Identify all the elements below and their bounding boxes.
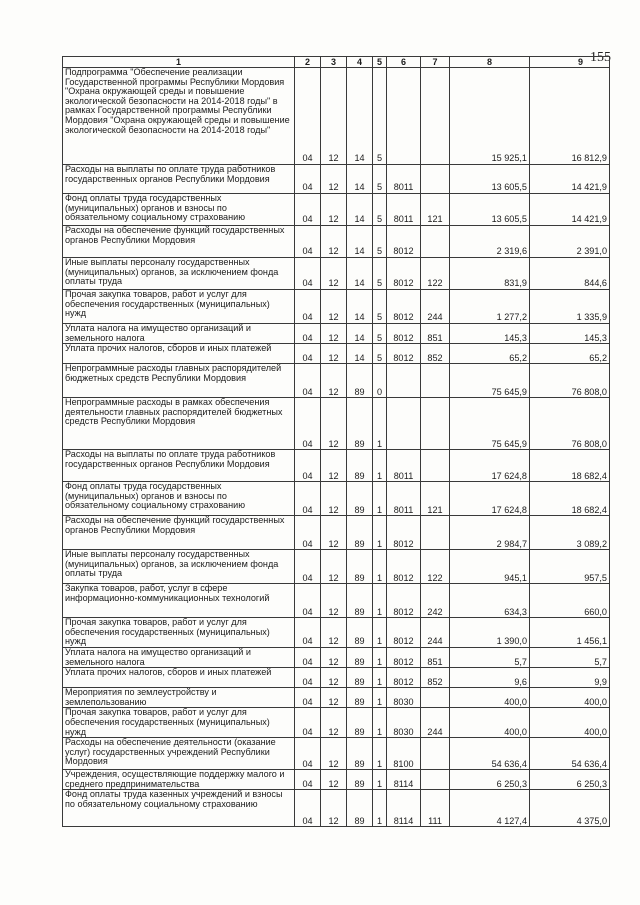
- cell-target-code: 8012: [387, 516, 421, 550]
- table-row: [63, 790, 610, 827]
- cell-subprogram: 1: [373, 668, 387, 688]
- cell-subsection: 12: [321, 550, 347, 584]
- cell-subprogram: 5: [373, 68, 387, 165]
- table-row: [63, 770, 610, 790]
- cell-expense-type: [421, 516, 450, 550]
- table-row: [63, 450, 610, 482]
- cell-amount-year2: 76 808,0: [530, 364, 610, 398]
- cell-expense-type: 851: [421, 324, 450, 344]
- cell-subprogram: 5: [373, 165, 387, 194]
- cell-program: 14: [347, 258, 373, 290]
- cell-amount-year1: 9,6: [450, 668, 530, 688]
- cell-subprogram: 1: [373, 516, 387, 550]
- cell-amount-year1: 5,7: [450, 647, 530, 667]
- cell-expense-type: 244: [421, 618, 450, 648]
- cell-section: 04: [295, 68, 321, 165]
- cell-name: Непрограммные расходы в рамках обеспечения деятельности главных распорядителей бюджетных средств Республики Мордовия: [63, 398, 295, 450]
- table-row: [63, 550, 610, 584]
- cell-amount-year1: 2 984,7: [450, 516, 530, 550]
- cell-subprogram: 5: [373, 194, 387, 226]
- cell-amount-year2: 14 421,9: [530, 194, 610, 226]
- table-row: [63, 647, 610, 667]
- cell-subprogram: 1: [373, 790, 387, 827]
- cell-amount-year2: 844,6: [530, 258, 610, 290]
- cell-target-code: 8011: [387, 165, 421, 194]
- cell-amount-year1: 17 624,8: [450, 482, 530, 516]
- cell-amount-year1: 65,2: [450, 344, 530, 364]
- cell-expense-type: 121: [421, 194, 450, 226]
- cell-section: 04: [295, 618, 321, 648]
- cell-section: 04: [295, 398, 321, 450]
- cell-subsection: 12: [321, 364, 347, 398]
- cell-amount-year1: 6 250,3: [450, 770, 530, 790]
- cell-subsection: 12: [321, 790, 347, 827]
- cell-name: Расходы на обеспечение функций государственных органов Республики Мордовия: [63, 516, 295, 550]
- cell-program: 14: [347, 290, 373, 324]
- cell-subprogram: 5: [373, 324, 387, 344]
- cell-subprogram: 1: [373, 770, 387, 790]
- cell-target-code: 8011: [387, 450, 421, 482]
- budget-table: [62, 56, 610, 827]
- cell-subprogram: 5: [373, 226, 387, 258]
- cell-amount-year1: 75 645,9: [450, 398, 530, 450]
- cell-section: 04: [295, 194, 321, 226]
- column-header: 2: [295, 57, 321, 68]
- cell-subprogram: 1: [373, 708, 387, 738]
- cell-subsection: 12: [321, 344, 347, 364]
- cell-expense-type: [421, 450, 450, 482]
- cell-subprogram: 1: [373, 738, 387, 770]
- cell-amount-year2: 76 808,0: [530, 398, 610, 450]
- cell-name: Непрограммные расходы главных распорядителей бюджетных средств Республики Мордовия: [63, 364, 295, 398]
- cell-target-code: 8011: [387, 194, 421, 226]
- cell-amount-year1: 54 636,4: [450, 738, 530, 770]
- cell-subsection: 12: [321, 226, 347, 258]
- cell-section: 04: [295, 738, 321, 770]
- cell-amount-year2: 9,9: [530, 668, 610, 688]
- cell-amount-year1: 634,3: [450, 584, 530, 618]
- cell-amount-year2: 1 335,9: [530, 290, 610, 324]
- cell-amount-year2: 3 089,2: [530, 516, 610, 550]
- cell-name: Уплата прочих налогов, сборов и иных платежей: [63, 668, 295, 688]
- cell-amount-year2: 5,7: [530, 647, 610, 667]
- cell-expense-type: 852: [421, 668, 450, 688]
- cell-section: 04: [295, 344, 321, 364]
- cell-amount-year2: 145,3: [530, 324, 610, 344]
- cell-program: 14: [347, 344, 373, 364]
- cell-expense-type: 122: [421, 550, 450, 584]
- column-header: 9: [530, 57, 610, 68]
- table-row: [63, 165, 610, 194]
- cell-target-code: 8100: [387, 738, 421, 770]
- cell-amount-year2: 957,5: [530, 550, 610, 584]
- cell-name: Иные выплаты персоналу государственных (муниципальных) органов, за исключением фонда оплаты труда: [63, 550, 295, 584]
- cell-subsection: 12: [321, 708, 347, 738]
- column-header: 5: [373, 57, 387, 68]
- cell-program: 14: [347, 165, 373, 194]
- cell-program: 89: [347, 647, 373, 667]
- cell-section: 04: [295, 258, 321, 290]
- cell-amount-year1: 400,0: [450, 688, 530, 708]
- cell-subsection: 12: [321, 290, 347, 324]
- cell-program: 89: [347, 688, 373, 708]
- cell-program: 14: [347, 68, 373, 165]
- cell-name: Уплата налога на имущество организаций и земельного налога: [63, 647, 295, 667]
- cell-subsection: 12: [321, 398, 347, 450]
- cell-program: 89: [347, 398, 373, 450]
- cell-program: 89: [347, 770, 373, 790]
- cell-amount-year2: 4 375,0: [530, 790, 610, 827]
- cell-name: Фонд оплаты труда государственных (муниципальных) органов и взносы по обязательному социальному страхованию: [63, 482, 295, 516]
- cell-subsection: 12: [321, 688, 347, 708]
- cell-program: 89: [347, 516, 373, 550]
- cell-section: 04: [295, 584, 321, 618]
- cell-amount-year2: 400,0: [530, 708, 610, 738]
- cell-expense-type: [421, 226, 450, 258]
- cell-program: 89: [347, 450, 373, 482]
- cell-program: 89: [347, 708, 373, 738]
- cell-expense-type: 121: [421, 482, 450, 516]
- cell-amount-year1: 4 127,4: [450, 790, 530, 827]
- cell-target-code: 8012: [387, 668, 421, 688]
- cell-section: 04: [295, 770, 321, 790]
- cell-name: Расходы на выплаты по оплате труда работников государственных органов Республики Мордовия: [63, 165, 295, 194]
- table-row: [63, 344, 610, 364]
- cell-amount-year2: 16 812,9: [530, 68, 610, 165]
- cell-amount-year1: 945,1: [450, 550, 530, 584]
- cell-section: 04: [295, 688, 321, 708]
- cell-subsection: 12: [321, 738, 347, 770]
- cell-subprogram: 5: [373, 258, 387, 290]
- cell-target-code: [387, 364, 421, 398]
- cell-expense-type: [421, 364, 450, 398]
- cell-expense-type: [421, 165, 450, 194]
- table-row: [63, 618, 610, 648]
- cell-expense-type: 111: [421, 790, 450, 827]
- cell-program: 14: [347, 194, 373, 226]
- cell-target-code: 8011: [387, 482, 421, 516]
- cell-subprogram: 1: [373, 688, 387, 708]
- cell-subprogram: 5: [373, 344, 387, 364]
- cell-amount-year2: 18 682,4: [530, 482, 610, 516]
- cell-name: Расходы на выплаты по оплате труда работников государственных органов Республики Мордовия: [63, 450, 295, 482]
- cell-program: 89: [347, 618, 373, 648]
- page-number: 155: [590, 50, 611, 65]
- table-body: [63, 68, 610, 827]
- cell-target-code: 8012: [387, 324, 421, 344]
- table-row: [63, 688, 610, 708]
- cell-subsection: 12: [321, 258, 347, 290]
- cell-amount-year1: 1 277,2: [450, 290, 530, 324]
- column-header: 7: [421, 57, 450, 68]
- cell-name: Учреждения, осуществляющие поддержку малого и среднего предпринимательства: [63, 770, 295, 790]
- cell-program: 14: [347, 226, 373, 258]
- cell-section: 04: [295, 482, 321, 516]
- table-row: [63, 226, 610, 258]
- cell-target-code: 8030: [387, 708, 421, 738]
- cell-program: 89: [347, 738, 373, 770]
- column-header: 3: [321, 57, 347, 68]
- cell-program: 89: [347, 790, 373, 827]
- cell-program: 89: [347, 364, 373, 398]
- cell-target-code: 8012: [387, 584, 421, 618]
- cell-subsection: 12: [321, 68, 347, 165]
- cell-section: 04: [295, 647, 321, 667]
- column-header: 1: [63, 57, 295, 68]
- cell-subsection: 12: [321, 324, 347, 344]
- cell-section: 04: [295, 226, 321, 258]
- column-header: 4: [347, 57, 373, 68]
- table-row: [63, 668, 610, 688]
- table-row: [63, 364, 610, 398]
- cell-subprogram: 1: [373, 550, 387, 584]
- cell-section: 04: [295, 550, 321, 584]
- cell-amount-year2: 1 456,1: [530, 618, 610, 648]
- cell-subprogram: 0: [373, 364, 387, 398]
- cell-section: 04: [295, 290, 321, 324]
- table-row: [63, 482, 610, 516]
- cell-target-code: [387, 68, 421, 165]
- cell-amount-year1: 2 319,6: [450, 226, 530, 258]
- cell-subprogram: 5: [373, 290, 387, 324]
- cell-target-code: 8012: [387, 226, 421, 258]
- cell-name: Мероприятия по землеустройству и землепользованию: [63, 688, 295, 708]
- cell-target-code: [387, 398, 421, 450]
- cell-subprogram: 1: [373, 618, 387, 648]
- cell-target-code: 8012: [387, 550, 421, 584]
- cell-amount-year1: 831,9: [450, 258, 530, 290]
- cell-expense-type: 244: [421, 290, 450, 324]
- cell-amount-year2: 660,0: [530, 584, 610, 618]
- table-row: [63, 194, 610, 226]
- cell-name: Прочая закупка товаров, работ и услуг для обеспечения государственных (муниципальных) нужд: [63, 708, 295, 738]
- cell-program: 89: [347, 584, 373, 618]
- cell-program: 89: [347, 668, 373, 688]
- cell-subsection: 12: [321, 165, 347, 194]
- cell-subprogram: 1: [373, 450, 387, 482]
- cell-target-code: 8012: [387, 344, 421, 364]
- cell-subsection: 12: [321, 668, 347, 688]
- cell-expense-type: [421, 398, 450, 450]
- cell-name: Фонд оплаты труда казенных учреждений и взносы по обязательному социальному страхованию: [63, 790, 295, 827]
- cell-section: 04: [295, 450, 321, 482]
- cell-name: Иные выплаты персоналу государственных (муниципальных) органов, за исключением фонда оплаты труда: [63, 258, 295, 290]
- cell-target-code: 8012: [387, 618, 421, 648]
- cell-name: Расходы на обеспечение деятельности (оказание услуг) государственных учреждений Республики Мордовия: [63, 738, 295, 770]
- table-row: [63, 324, 610, 344]
- cell-expense-type: [421, 770, 450, 790]
- cell-subprogram: 1: [373, 584, 387, 618]
- cell-subsection: 12: [321, 482, 347, 516]
- column-header: 8: [450, 57, 530, 68]
- cell-amount-year2: 65,2: [530, 344, 610, 364]
- cell-program: 14: [347, 324, 373, 344]
- cell-subprogram: 1: [373, 398, 387, 450]
- cell-section: 04: [295, 324, 321, 344]
- cell-subprogram: 1: [373, 647, 387, 667]
- cell-amount-year2: 6 250,3: [530, 770, 610, 790]
- cell-program: 89: [347, 482, 373, 516]
- cell-subprogram: 1: [373, 482, 387, 516]
- cell-section: 04: [295, 790, 321, 827]
- cell-section: 04: [295, 708, 321, 738]
- cell-section: 04: [295, 668, 321, 688]
- cell-amount-year1: 75 645,9: [450, 364, 530, 398]
- cell-name: Прочая закупка товаров, работ и услуг для обеспечения государственных (муниципальных) нужд: [63, 290, 295, 324]
- cell-amount-year1: 17 624,8: [450, 450, 530, 482]
- cell-amount-year1: 13 605,5: [450, 194, 530, 226]
- cell-expense-type: 242: [421, 584, 450, 618]
- table-row: [63, 584, 610, 618]
- cell-subsection: 12: [321, 618, 347, 648]
- cell-section: 04: [295, 165, 321, 194]
- cell-amount-year1: 13 605,5: [450, 165, 530, 194]
- cell-expense-type: 852: [421, 344, 450, 364]
- table-row: [63, 398, 610, 450]
- cell-target-code: 8030: [387, 688, 421, 708]
- cell-section: 04: [295, 364, 321, 398]
- cell-program: 89: [347, 550, 373, 584]
- cell-expense-type: [421, 688, 450, 708]
- cell-subsection: 12: [321, 584, 347, 618]
- cell-expense-type: [421, 68, 450, 165]
- table-row: [63, 290, 610, 324]
- table-row: [63, 516, 610, 550]
- cell-target-code: 8012: [387, 647, 421, 667]
- cell-subsection: 12: [321, 647, 347, 667]
- cell-name: Прочая закупка товаров, работ и услуг для обеспечения государственных (муниципальных) нужд: [63, 618, 295, 648]
- cell-name: Уплата налога на имущество организаций и земельного налога: [63, 324, 295, 344]
- cell-amount-year2: 400,0: [530, 688, 610, 708]
- cell-subsection: 12: [321, 450, 347, 482]
- cell-name: Уплата прочих налогов, сборов и иных платежей: [63, 344, 295, 364]
- cell-expense-type: 122: [421, 258, 450, 290]
- cell-subsection: 12: [321, 770, 347, 790]
- cell-name: Подпрограмма "Обеспечение реализации Государственной программы Республики Мордовия "Охрана окружающей среды и повышение экологической безопасности на 2014-2018 годы" в рамках Государственной программы Республики Мордовия "Охрана окружающей среды и повышение экологической безопасности на 2014-2018 годы": [63, 68, 295, 165]
- cell-target-code: 8012: [387, 258, 421, 290]
- cell-amount-year1: 145,3: [450, 324, 530, 344]
- column-header: 6: [387, 57, 421, 68]
- cell-target-code: 8114: [387, 790, 421, 827]
- cell-amount-year2: 2 391,0: [530, 226, 610, 258]
- cell-expense-type: 851: [421, 647, 450, 667]
- table-row: [63, 258, 610, 290]
- cell-expense-type: 244: [421, 708, 450, 738]
- cell-subsection: 12: [321, 516, 347, 550]
- cell-name: Фонд оплаты труда государственных (муниципальных) органов и взносы по обязательному социальному страхованию: [63, 194, 295, 226]
- cell-amount-year2: 18 682,4: [530, 450, 610, 482]
- cell-subsection: 12: [321, 194, 347, 226]
- table-row: [63, 708, 610, 738]
- cell-amount-year1: 1 390,0: [450, 618, 530, 648]
- cell-expense-type: [421, 738, 450, 770]
- cell-amount-year2: 54 636,4: [530, 738, 610, 770]
- cell-amount-year1: 400,0: [450, 708, 530, 738]
- table-row: [63, 68, 610, 165]
- cell-section: 04: [295, 516, 321, 550]
- cell-name: Закупка товаров, работ, услуг в сфере информационно-коммуникационных технологий: [63, 584, 295, 618]
- cell-amount-year2: 14 421,9: [530, 165, 610, 194]
- table-row: [63, 738, 610, 770]
- table-header-row: [63, 57, 610, 68]
- cell-name: Расходы на обеспечение функций государственных органов Республики Мордовия: [63, 226, 295, 258]
- cell-target-code: 8114: [387, 770, 421, 790]
- cell-target-code: 8012: [387, 290, 421, 324]
- cell-amount-year1: 15 925,1: [450, 68, 530, 165]
